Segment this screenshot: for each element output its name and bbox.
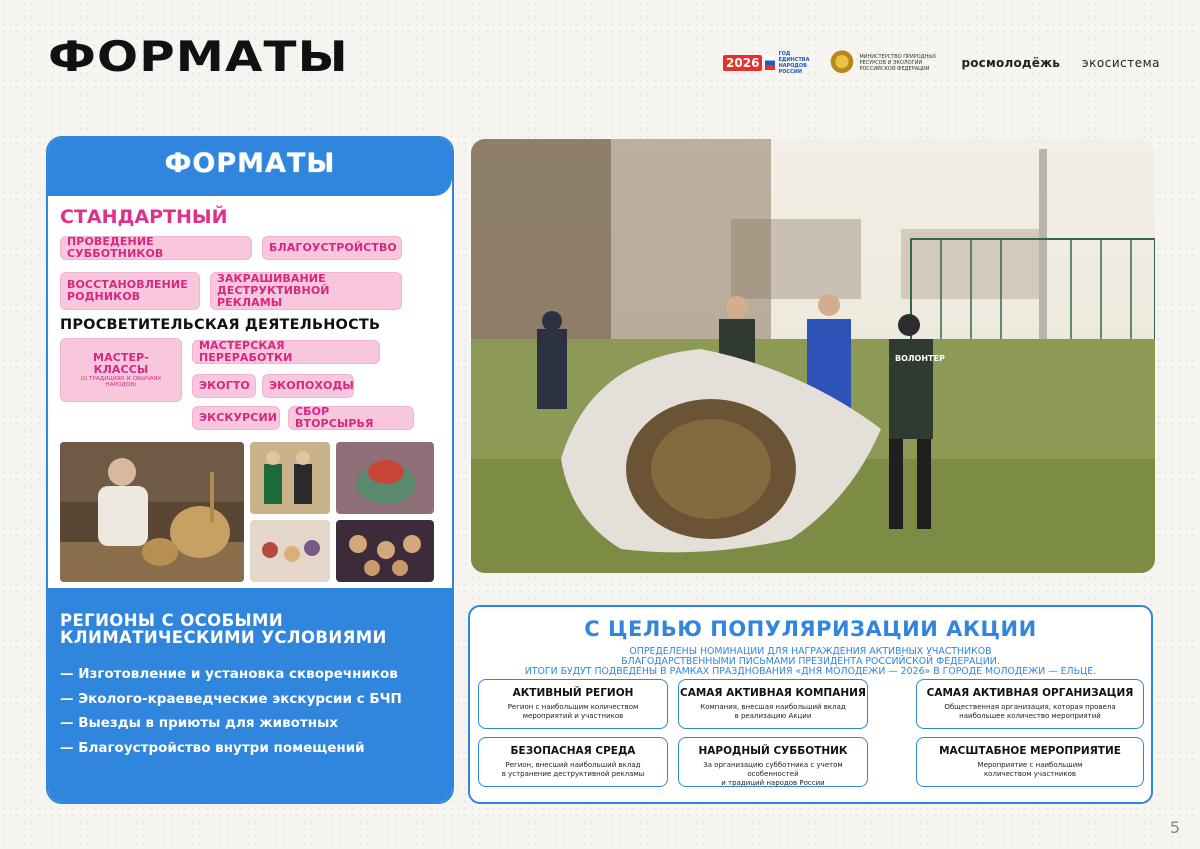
nomination-title: БЕЗОПАСНАЯ СРЕДА <box>510 745 636 757</box>
dolls-image <box>336 520 434 582</box>
nomination-desc-line: За организацию субботника с учетом особенностей <box>703 761 843 778</box>
regions-section <box>48 588 452 804</box>
list-item: — Изготовление и установка скворечников <box>60 666 398 682</box>
craftsman-photo-image <box>60 442 244 582</box>
nomination-active-company <box>678 679 868 729</box>
nomination-active-region <box>478 679 668 729</box>
tag-blagoustroystvo: БЛАГОУСТРОЙСТВО <box>262 236 402 260</box>
nomination-title: АКТИВНЫЙ РЕГИОН <box>512 687 634 699</box>
tag-recycling-workshop: МАСТЕРСКАЯ ПЕРЕРАБОТКИ <box>192 340 380 364</box>
nomination-desc <box>917 703 1143 721</box>
ministry-text: МИНИСТЕРСТВО ПРИРОДНЫХ РЕСУРСОВ И ЭКОЛОГИИ РОССИЙСКОЙ ФЕДЕРАЦИИ <box>859 54 937 72</box>
emblem-icon <box>830 50 854 76</box>
tag-zakrashivanie: ЗАКРАШИВАНИЕ ДЕСТРУКТИВНОЙ РЕКЛАМЫ <box>210 272 402 310</box>
ecosystem-logo: экосистема <box>1082 56 1160 70</box>
list-item: — Выезды в приюты для животных <box>60 715 338 731</box>
logo-year: 2026 <box>723 55 762 71</box>
folk-costume-image <box>250 442 330 514</box>
toys-photo <box>250 520 330 582</box>
nomination-desc-line: наибольшее количество мероприятий <box>959 712 1101 720</box>
toys-image <box>250 520 330 582</box>
page-number: 5 <box>1169 818 1180 837</box>
ministry-logo <box>830 50 939 76</box>
nomination-active-organization <box>916 679 1144 729</box>
nomination-title: НАРОДНЫЙ СУББОТНИК <box>698 745 848 757</box>
nomination-desc <box>479 703 667 721</box>
regions-list <box>60 666 402 764</box>
formats-card-title: ФОРМАТЫ <box>164 148 336 179</box>
nominations-subtitle <box>470 647 1151 677</box>
tag-ecohikes: ЭКОПОХОДЫ <box>262 374 354 398</box>
standard-section-title: СТАНДАРТНЫЙ <box>60 206 228 228</box>
masterclass-note: (О ТРАДИЦИЯХ И ОБЫЧАЯХ НАРОДОВ) <box>80 376 162 388</box>
nomination-desc <box>679 761 867 788</box>
tag-subbotniki: ПРОВЕДЕНИЕ СУББОТНИКОВ <box>60 236 252 260</box>
tag-excursions: ЭКСКУРСИИ <box>192 406 280 430</box>
nomination-desc-line: в устранение деструктивной рекламы <box>501 770 645 778</box>
regions-title-line1: РЕГИОНЫ С ОСОБЫМИ <box>60 611 284 630</box>
nomination-desc-line: мероприятий и участников <box>522 712 624 720</box>
subtitle-line: ОПРЕДЕЛЕНЫ НОМИНАЦИИ ДЛЯ НАГРАЖДЕНИЯ АКТИВНЫХ УЧАСТНИКОВ <box>629 646 992 657</box>
partner-logos <box>723 50 1160 76</box>
nomination-desc-line: Общественная организация, которая провела <box>944 703 1116 711</box>
nomination-desc <box>679 703 867 721</box>
nomination-folk-subbotnik <box>678 737 868 787</box>
year-of-unity-logo <box>723 51 808 75</box>
nomination-desc <box>479 761 667 779</box>
nomination-title: САМАЯ АКТИВНАЯ ОРГАНИЗАЦИЯ <box>926 687 1134 699</box>
volunteers-photo-image <box>471 139 1155 573</box>
nomination-desc-line: Мероприятие с наибольшим <box>977 761 1083 769</box>
formats-card-header <box>48 138 452 196</box>
nominations-title: С ЦЕЛЬЮ ПОПУЛЯРИЗАЦИИ АКЦИИ <box>584 617 1037 641</box>
nomination-safe-environment <box>478 737 668 787</box>
nomination-title: МАСШТАБНОЕ МЕРОПРИЯТИЕ <box>939 745 1121 757</box>
nomination-title: САМАЯ АКТИВНАЯ КОМПАНИЯ <box>680 687 866 699</box>
logo-year-text: ГОД ЕДИНСТВА НАРОДОВ РОССИИ <box>778 51 810 75</box>
volunteer-vest-text: ВОЛОНТЕР <box>895 354 945 363</box>
tag-ecogto: ЭКОГТО <box>192 374 256 398</box>
page-title: ФОРМАТЫ <box>48 32 349 81</box>
formats-card <box>46 136 454 804</box>
craftsman-photo <box>60 442 244 582</box>
regions-title <box>60 612 387 646</box>
rosmolodezh-logo: росмолодёжь <box>961 56 1061 70</box>
masterclass-label: МАСТЕР-КЛАССЫ <box>93 351 149 376</box>
folk-costume-photo <box>250 442 330 514</box>
nomination-desc-line: количеством участников <box>983 770 1077 778</box>
felt-hat-photo <box>336 442 434 514</box>
nomination-desc-line: в реализацию Акции <box>734 712 812 720</box>
nominations-card <box>468 605 1153 804</box>
tag-recyclables: СБОР ВТОРСЫРЬЯ <box>288 406 414 430</box>
nomination-desc-line: и традиций народов России <box>721 779 825 787</box>
tag-rodniki: ВОССТАНОВЛЕНИЕ РОДНИКОВ <box>60 272 200 310</box>
nomination-desc-line: Регион, внесший наибольший вклад <box>505 761 641 769</box>
nomination-desc <box>917 761 1143 779</box>
nomination-large-event <box>916 737 1144 787</box>
tag-masterclass <box>60 338 182 402</box>
education-section-title: ПРОСВЕТИТЕЛЬСКАЯ ДЕЯТЕЛЬНОСТЬ <box>60 317 381 333</box>
list-item: — Благоустройство внутри помещений <box>60 739 365 756</box>
felt-hat-image <box>336 442 434 514</box>
flag-icon <box>765 56 775 70</box>
list-item: — Эколого-краеведческие экскурсии с БЧП <box>60 690 402 707</box>
dolls-photo <box>336 520 434 582</box>
nomination-desc-line: Компания, внесшая наибольший вклад <box>700 703 846 711</box>
regions-title-line2: КЛИМАТИЧЕСКИМИ УСЛОВИЯМИ <box>60 628 387 647</box>
nomination-desc-line: Регион с наибольшим количеством <box>507 703 639 711</box>
subtitle-line: ИТОГИ БУДУТ ПОДВЕДЕНЫ В РАМКАХ ПРАЗДНОВАНИЯ «ДНЯ МОЛОДЕЖИ — 2026» В ГОРОДЕ МОЛОДЕЖИ — ЕЛЬЦЕ. <box>524 666 1097 677</box>
subtitle-line: БЛАГОДАРСТВЕННЫМИ ПИСЬМАМИ ПРЕЗИДЕНТА РОССИЙСКОЙ ФЕДЕРАЦИИ. <box>621 656 1000 667</box>
volunteers-photo <box>471 139 1155 573</box>
